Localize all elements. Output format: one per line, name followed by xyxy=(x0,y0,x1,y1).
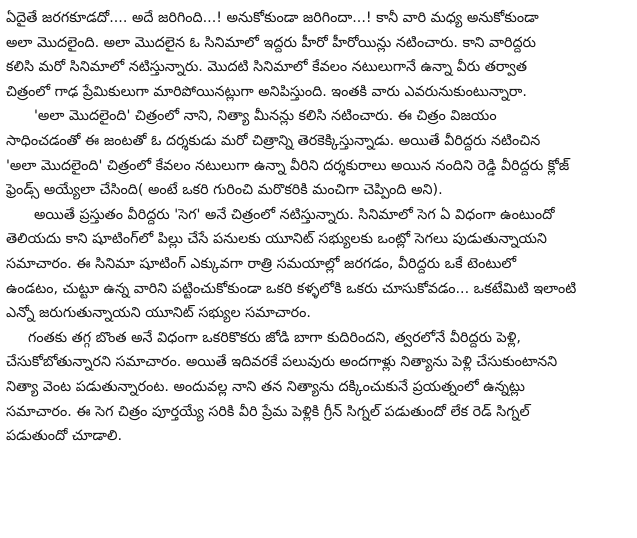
text-line: గంతకు తగ్గ బొంత అనే విధంగా ఒకరికొకరు జోడి బాగా కుదిరిందని, త్వరలోనే వీరిద్దరు పెళ్లి, xyxy=(28,329,521,346)
text-line: చేసుకోబోతున్నారని సమాచారం. అయితే ఇదివరకే పలువురు అందగాళ్లు నిత్యాను పెళ్లి చేసుకుంటానని xyxy=(6,354,558,371)
paragraph-4 xyxy=(6,326,631,449)
article-body xyxy=(6,6,631,449)
paragraph-2 xyxy=(6,104,631,202)
text-line: అయితే ప్రస్తుతం వీరిద్దరు 'సెగ' అనే చిత్రంలో నటిస్తున్నారు. సినిమాలో సెగ ఏ విధంగా ఉంటుందో xyxy=(34,206,555,223)
text-line: కలిసి మరో సినిమాలో నటిస్తున్నారు. మొదటి సినిమాలో కేవలం నటులుగానే ఉన్నా వీరు తర్వాత xyxy=(6,59,527,76)
text-line: ఉండటం, చుట్టూ ఉన్న వారిని పట్టించుకోకుండా ఒకరి కళ్ళలోకి ఒకరు చూసుకోవడం... ఒకటేమిటి ఇలాంటి xyxy=(6,280,577,297)
text-line: ఫ్రెండ్స్ అయ్యేలా చేసింది( అంటే ఒకరి గురించి మరొకరికి మంచిగా చెప్పింది అని). xyxy=(6,182,443,199)
text-line: చిత్రంలో గాఢ ప్రేమికులుగా మారిపోయినట్లుగా అనిపిస్తుంది. ఇంతకి వారు ఎవరునుకుంటున్నారా. xyxy=(6,83,527,100)
text-line: ఏదైతే జరగకూడదో.... అదే జరిగింది...! అనుకోకుండా జరిగిందా...! కానీ వారి మధ్య అనుకోకుండా xyxy=(6,10,539,26)
text-line: తెలియదు కాని షూటింగ్‌లో పిల్లు చేసే పనులకు యూనిట్ సభ్యులకు ఒంట్లో సెగలు పుడుతున్నాయని xyxy=(6,231,547,248)
text-line: నిత్యా వెంట పడుతున్నారంట. అందువల్ల నాని తన నిత్యాను దక్కించుకునే ప్రయత్నంలో ఉన్నట్లు xyxy=(6,378,525,395)
paragraph-3 xyxy=(6,203,631,326)
text-line: పడుతుందో చూడాలి. xyxy=(6,428,123,445)
paragraph-1 xyxy=(6,6,631,104)
text-line: 'అలా మొదలైంది' చిత్రంలో కేవలం నటులుగా ఉన్నా వీరిని దర్శకురాలు అయిన నందిని రెడ్డి వీరిద్దరు క్లోజ్ xyxy=(6,157,570,174)
text-line: సాధించడంతో ఈ జంటతో ఓ దర్శకుడు మరో చిత్రాన్ని తెరకెక్కిస్తున్నాడు. అయితే వీరిద్దరు నటించిన xyxy=(6,132,541,149)
text-line: సమాచారం. ఈ సినిమా షూటింగ్ ఎక్కువగా రాత్రి సమయాల్లో జరగడం, వీరిద్దరు ఒకే టెంటులో xyxy=(6,255,517,272)
text-line: సమాచారం. ఈ సెగ చిత్రం పూర్తయ్యే సరికి వీరి ప్రేమ పెళ్లికి గ్రీన్ సిగ్నల్ పడుతుందో లేక రెడ్ సిగ్నల్ xyxy=(6,403,530,420)
text-line: ఎన్నో జరుగుతున్నాయని యూనిట్ సభ్యుల సమాచారం. xyxy=(6,305,311,322)
text-line: అలా మొదలైంది. అలా మొదలైన ఓ సినిమాలో ఇద్దరు హీరో హీరోయిన్లు నటించారు. కాని వారిద్దరు xyxy=(6,34,536,51)
text-line: 'అలా మొదలైంది' చిత్రంలో నాని, నిత్యా మీనన్లు కలిసి నటించారు. ఈ చిత్రం విజయం xyxy=(34,108,497,125)
